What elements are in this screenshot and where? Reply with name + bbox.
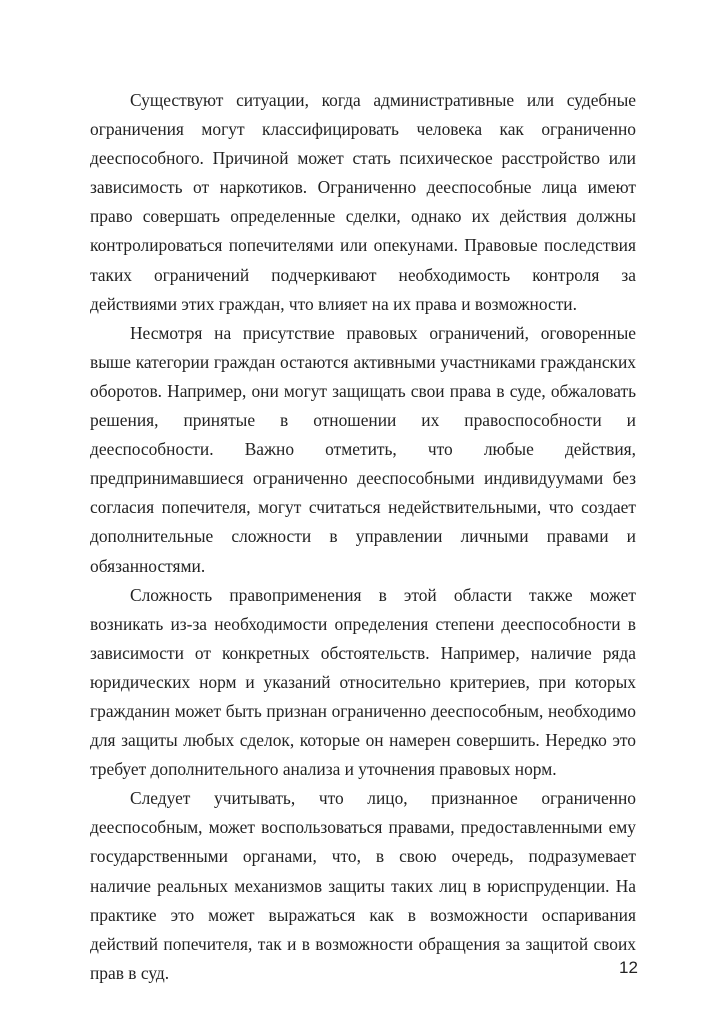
body-text (90, 86, 636, 988)
paragraph-3: Сложность правоприменения в этой области также может возникать из-за необходимости определения степени дееспособности в зависимости от конкретных обстоятельств. Например, наличие ряда юридических норм и указаний относительно критериев, при которых гражданин может быть признан ограниченно дееспособным, необходимо для защиты любых сделок, которые он намерен совершить. Нередко это требует дополнительного анализа и уточнения правовых норм. (90, 584, 636, 780)
paragraph-1: Существуют ситуации, когда административные или судебные ограничения могут классифицировать человека как ограниченно дееспособного. Причиной может стать психическое расстройство или зависимость от наркотиков. Ограниченно дееспособные лица имеют право совершать определенные сделки, однако их действия должны контролироваться попечителями или опекунами. Правовые последствия таких ограничений подчеркивают необходимость контроля за действиями этих граждан, что влияет на их права и возможности. (90, 90, 636, 314)
paragraph-4: Следует учитывать, что лицо, признанное ограниченно дееспособным, может воспользоваться правами, предоставленными ему государственными органами, что, в свою очередь, подразумевает наличие реальных механизмов защиты таких лиц в юриспруденции. На практике это может выражаться как в возможности оспаривания действий попечителя, так и в возможности обращения за защитой своих прав в суд. (90, 788, 636, 983)
paragraph-2: Несмотря на присутствие правовых ограничений, оговоренные выше категории граждан остаются активными участниками гражданских оборотов. Например, они могут защищать свои права в суде, обжаловать решения, принятые в отношении их правоспособности и дееспособности. Важно отметить, что любые действия, предпринимавшиеся ограниченно дееспособными индивидуумами без согласия попечителя, могут считаться недействительными, что создает дополнительные сложности в управлении личными правами и обязанностями. (90, 322, 636, 576)
page-number: 12 (619, 958, 638, 977)
